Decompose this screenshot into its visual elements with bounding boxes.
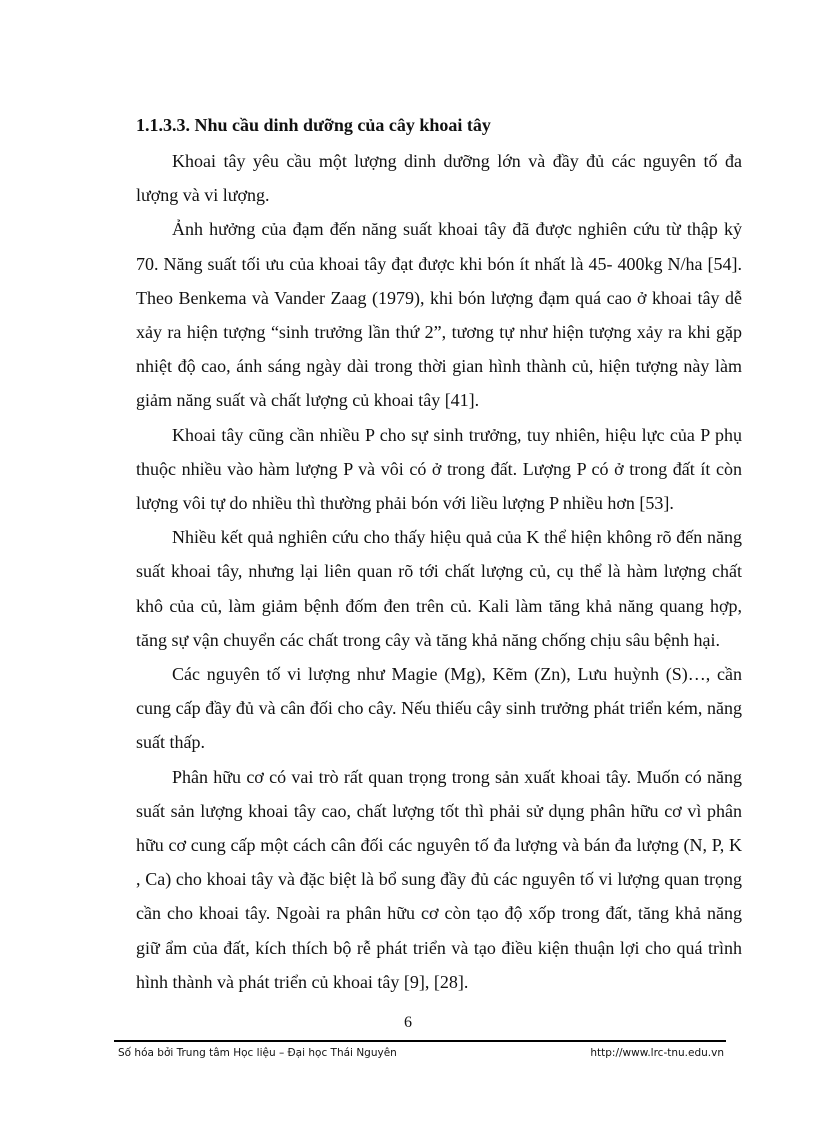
page-number: 6 bbox=[404, 1014, 412, 1031]
paragraph-phosphorus: Khoai tây cũng cần nhiều P cho sự sinh trưởng, tuy nhiên, hiệu lực của P phụ thuộc nhiều vào hàm lượng P và vôi có ở trong đất. Lượng P có ở trong đất ít còn lượng vôi tự do nhiều thì thường phải bón với liều lượng P nhiều hơn [53]. bbox=[136, 424, 742, 514]
footer-url-link[interactable]: http://www.lrc-tnu.edu.vn bbox=[590, 1047, 724, 1059]
paragraph-potassium: Nhiều kết quả nghiên cứu cho thấy hiệu quả của K thể hiện không rõ đến năng suất khoai tây, nhưng lại liên quan rõ tới chất lượng củ, cụ thể là hàm lượng chất khô của củ, làm giảm bệnh đốm đen trên củ. Kali làm tăng khả năng quang hợp, tăng sự vận chuyển các chất trong cây và tăng khả năng chống chịu sâu bệnh hại. bbox=[136, 527, 742, 650]
page-content bbox=[136, 110, 742, 999]
paragraph-micronutrients: Các nguyên tố vi lượng như Magie (Mg), Kẽm (Zn), Lưu huỳnh (S)…, cần cung cấp đầy đủ và cân đối cho cây. Nếu thiếu cây sinh trưởng phát triển kém, năng suất thấp. bbox=[136, 664, 742, 753]
paragraph-nitrogen: Ảnh hưởng của đạm đến năng suất khoai tây đã được nghiên cứu từ thập kỷ 70. Năng suất tối ưu của khoai tây đạt được khi bón ít nhất là 45- 400kg N/ha [54]. Theo Benkema và Vander Zaag (1979), khi bón lượng đạm quá cao ở khoai tây dễ xảy ra hiện tượng “sinh trưởng lần thứ 2”, tương tự như hiện tượng xảy ra khi gặp nhiệt độ cao, ánh sáng ngày dài trong thời gian hình thành củ, hiện tượng này làm giảm năng suất và chất lượng củ khoai tây [41]. bbox=[136, 219, 742, 411]
paragraph-intro: Khoai tây yêu cầu một lượng dinh dưỡng lớn và đầy đủ các nguyên tố đa lượng và vi lượng. bbox=[136, 151, 742, 206]
paragraph-organic-fertilizer: Phân hữu cơ có vai trò rất quan trọng trong sản xuất khoai tây. Muốn có năng suất sản lượng khoai tây cao, chất lượng tốt thì phải sử dụng phân hữu cơ vì phân hữu cơ cung cấp một cách cân đối các nguyên tố đa lượng và bán đa lượng (N, P, K , Ca) cho khoai tây và đặc biệt là bổ sung đầy đủ các nguyên tố vi lượng quan trọng cần cho khoai tây. Ngoài ra phân hữu cơ còn tạo độ xốp trong đất, tăng khả năng giữ ẩm của đất, kích thích bộ rễ phát triển và tạo điều kiện thuận lợi cho quá trình hình thành và phát triển củ khoai tây [9], [28]. bbox=[136, 766, 742, 992]
footer-divider bbox=[114, 1040, 726, 1042]
footer-source-text: Số hóa bởi Trung tâm Học liệu – Đại học Thái Nguyên bbox=[118, 1047, 397, 1059]
section-heading: 1.1.3.3. Nhu cầu dinh dưỡng của cây khoai tây bbox=[136, 115, 491, 135]
